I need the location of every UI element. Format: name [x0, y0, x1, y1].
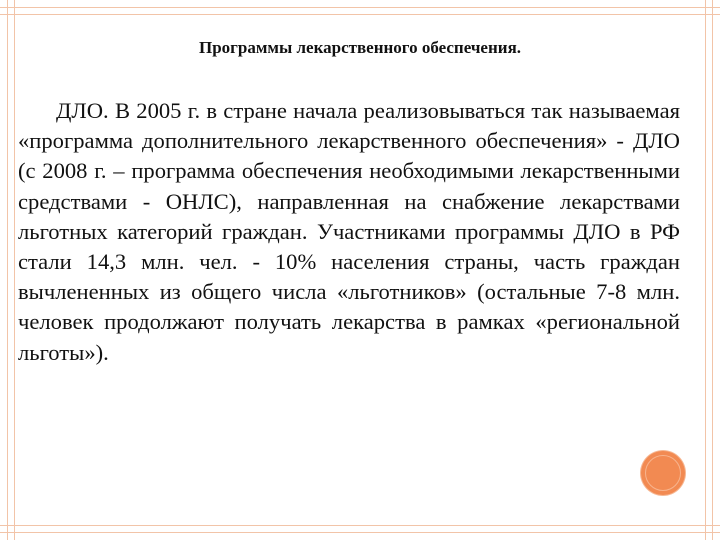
frame-line-right-inner — [705, 0, 706, 540]
orange-circle-icon — [641, 451, 685, 495]
frame-line-top-inner — [0, 14, 720, 15]
frame-line-bottom-inner — [0, 525, 720, 526]
frame-line-right-outer — [712, 0, 713, 540]
slide-body-text — [18, 96, 680, 368]
frame-line-left-outer — [7, 0, 8, 540]
frame-line-top-outer — [0, 7, 720, 8]
frame-line-bottom-outer — [0, 532, 720, 533]
body-lead-term: ДЛО. — [56, 98, 109, 123]
body-paragraph: В 2005 г. в стране начала реализовываться так называемая «программа дополнительного лекарственного обеспечения» - ДЛО (с 2008 г. – программа обеспечения необходимыми лекарственными средствами - ОНЛС), направленная на снабжение лекарствами льготных категорий граждан. Участниками программы ДЛО в РФ стали 14,3 млн. чел. - 10% населения страны, часть граждан вычлененных из общего числа «льготников» (остальные 7-8 млн. человек продолжают получать лекарства в рамках «региональной льготы»). — [18, 98, 680, 365]
slide-title: Программы лекарственного обеспечения. — [198, 38, 522, 57]
frame-line-left-inner — [14, 0, 15, 540]
